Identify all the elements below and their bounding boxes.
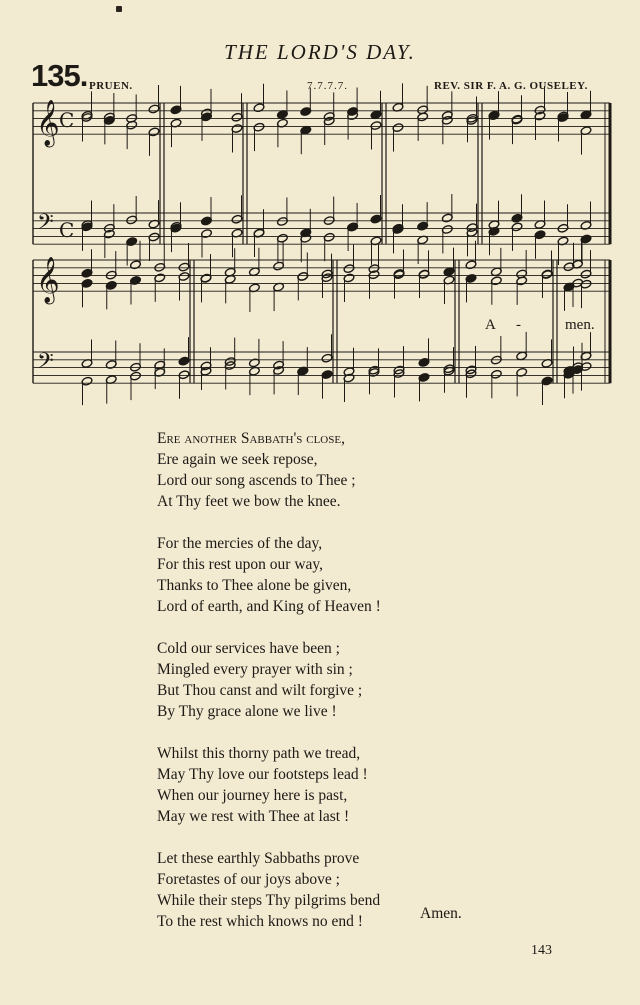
stanza-line-text: Mingled every prayer with sin ; [157, 661, 353, 678]
composer: REV. SIR F. A. G. OUSELEY. [434, 80, 588, 92]
page-number: 143 [531, 943, 552, 958]
tune-name: PRUEN. [89, 80, 133, 92]
stanza-line [157, 680, 577, 701]
stanza-line-text: While their steps Thy pilgrims bend [157, 892, 381, 909]
stanza-line [157, 554, 577, 575]
stanza-line-text: Let these earthly Sabbaths prove [157, 850, 360, 867]
stanza-line [157, 470, 577, 491]
stanza-line [157, 638, 577, 659]
stanza-line [157, 596, 577, 617]
amen-syllable-dash: - [516, 317, 521, 333]
stanza-3 [157, 638, 577, 722]
stanza-4 [157, 743, 577, 827]
stanza-line-text: Lord our song ascends to Thee ; [157, 472, 356, 489]
bass-clef: 𝄢 [37, 210, 54, 240]
stanza-line-text: To the rest which knows no end ! [157, 913, 363, 930]
common-time-sign: C [59, 218, 75, 242]
hymn-text [157, 428, 577, 953]
hymn-number: 135. [31, 58, 88, 93]
stanza-line [157, 890, 577, 911]
stanza-line-text: Ere again we seek repose, [157, 451, 318, 468]
stanza-line [157, 743, 577, 764]
common-time-sign: C [59, 108, 75, 132]
stanza-line [157, 701, 577, 722]
stanza-line-text: Lord of earth, and King of Heaven ! [157, 598, 381, 615]
running-head: THE LORD'S DAY. [224, 40, 416, 64]
stanza-line [157, 428, 577, 449]
bass-clef: 𝄢 [37, 349, 54, 379]
meter: 7.7.7.7. [307, 80, 348, 92]
stanza-line-text: When our journey here is past, [157, 787, 348, 804]
stanza-line-text: Thanks to Thee alone be given, [157, 577, 352, 594]
music-score [0, 0, 640, 420]
stanza-line [157, 575, 577, 596]
amen-syllable-men: men. [565, 317, 595, 333]
treble-clef: 𝄞 [36, 257, 60, 303]
stanza-line-text: Ere another Sabbath's close, [157, 430, 345, 447]
stanza-line [157, 491, 577, 512]
stanza-line-text: By Thy grace alone we live ! [157, 703, 337, 720]
stanza-line [157, 911, 577, 932]
stanza-line-text: For this rest upon our way, [157, 556, 324, 573]
stanza-line-text: May we rest with Thee at last ! [157, 808, 350, 825]
stanza-line [157, 848, 577, 869]
stanza-line [157, 449, 577, 470]
stanza-line-text: For the mercies of the day, [157, 535, 323, 552]
stanza-line [157, 764, 577, 785]
amen-syllable-a: A [485, 317, 496, 333]
stanza-5 [157, 848, 577, 932]
treble-clef: 𝄞 [36, 100, 60, 146]
stanza-line-text: Foretastes of our joys above ; [157, 871, 340, 888]
stanza-line [157, 806, 577, 827]
stanza-line [157, 869, 577, 890]
stanza-1 [157, 428, 577, 512]
stanza-line-text: May Thy love our footsteps lead ! [157, 766, 368, 783]
stanza-line-text: But Thou canst and wilt forgive ; [157, 682, 363, 699]
stanza-line-text: At Thy feet we bow the knee. [157, 493, 341, 510]
stanza-2 [157, 533, 577, 617]
stanza-line [157, 785, 577, 806]
stanza-line [157, 659, 577, 680]
final-amen: Amen. [420, 905, 462, 922]
stanza-line [157, 533, 577, 554]
stanza-line-text: Whilst this thorny path we tread, [157, 745, 361, 762]
stanza-line-text: Cold our services have been ; [157, 640, 340, 657]
